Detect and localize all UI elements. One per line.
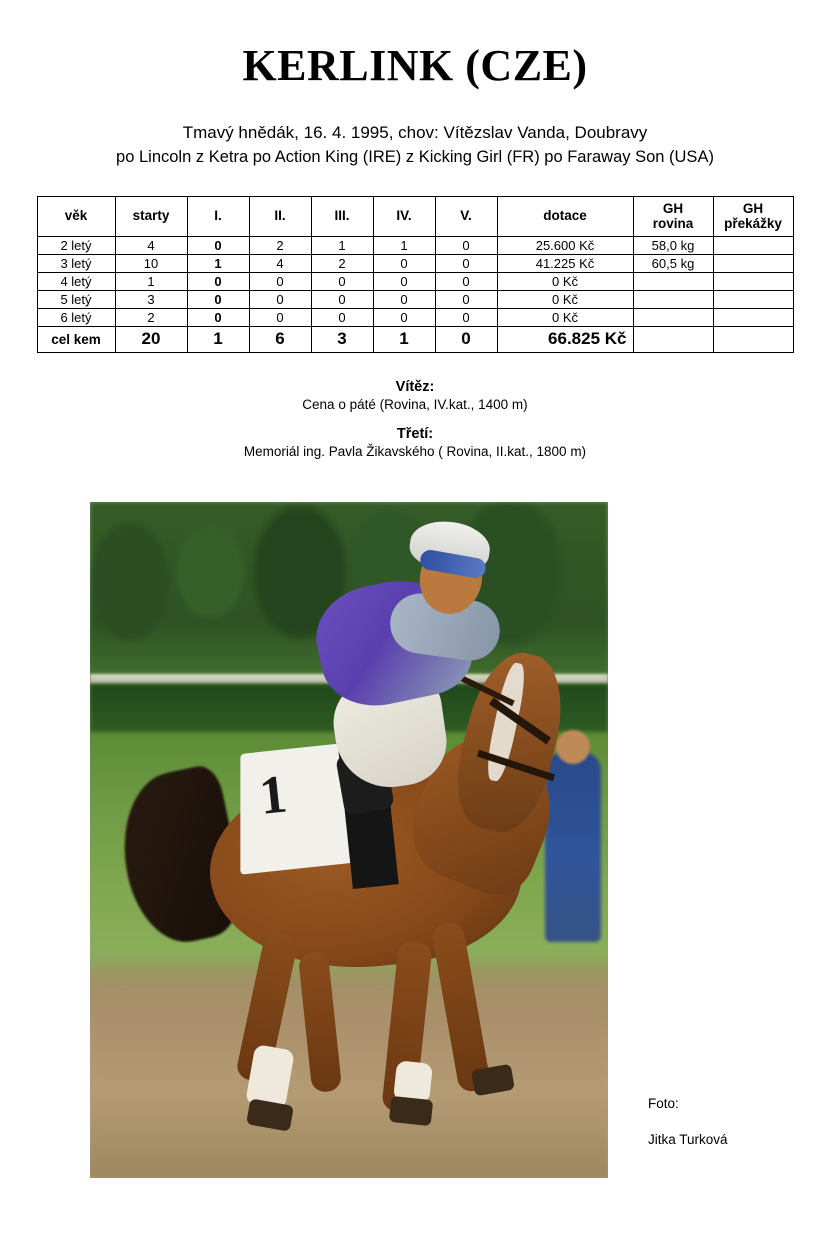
photo-background bbox=[90, 502, 608, 1178]
cell-gh-prekazky bbox=[713, 308, 793, 326]
cell-gh-prekazky bbox=[713, 290, 793, 308]
cell-gh-rovina: 58,0 kg bbox=[633, 236, 713, 254]
win-description-first: Cena o páté (Rovina, IV.kat., 1400 m) bbox=[302, 396, 528, 412]
cell-gh-rovina bbox=[633, 290, 713, 308]
cell-gh-prekazky bbox=[713, 254, 793, 272]
win-heading-first: Vítěz: bbox=[395, 378, 435, 395]
total-gh-prekazky bbox=[713, 326, 793, 352]
cell-vek: 3 letý bbox=[37, 254, 115, 272]
cell-iii: 0 bbox=[311, 308, 373, 326]
photo-credit-label: Foto: bbox=[648, 1096, 679, 1111]
cell-dotace: 0 Kč bbox=[497, 308, 633, 326]
cell-ii: 4 bbox=[249, 254, 311, 272]
cell-iv: 1 bbox=[373, 236, 435, 254]
cell-gh-prekazky bbox=[713, 272, 793, 290]
cell-i: 0 bbox=[187, 308, 249, 326]
wins-section bbox=[0, 379, 830, 459]
cell-vek: 6 letý bbox=[37, 308, 115, 326]
table-row bbox=[37, 290, 793, 308]
cell-dotace: 0 Kč bbox=[497, 290, 633, 308]
document-page bbox=[0, 40, 830, 1234]
cell-gh-rovina: 60,5 kg bbox=[633, 254, 713, 272]
cell-dotace: 0 Kč bbox=[497, 272, 633, 290]
cell-ii: 0 bbox=[249, 290, 311, 308]
cell-i: 1 bbox=[187, 254, 249, 272]
cell-iv: 0 bbox=[373, 254, 435, 272]
total-iv: 1 bbox=[373, 326, 435, 352]
column-header-iii: III. bbox=[311, 196, 373, 236]
results-table bbox=[37, 196, 794, 353]
cell-ii: 2 bbox=[249, 236, 311, 254]
table-header-row bbox=[37, 196, 793, 236]
horse-description-line-2: po Lincoln z Ketra po Action King (IRE) z Kicking Girl (FR) po Faraway Son (USA) bbox=[116, 147, 714, 166]
cell-dotace: 25.600 Kč bbox=[497, 236, 633, 254]
gh-prekazky-line-2: překážky bbox=[724, 216, 782, 232]
win-heading-third: Třetí: bbox=[396, 425, 434, 442]
cell-ii: 0 bbox=[249, 308, 311, 326]
dirt-track bbox=[90, 963, 608, 1178]
cell-v: 0 bbox=[435, 254, 497, 272]
cell-i: 0 bbox=[187, 290, 249, 308]
cell-starty: 4 bbox=[115, 236, 187, 254]
column-header-iv: IV. bbox=[373, 196, 435, 236]
cell-v: 0 bbox=[435, 272, 497, 290]
cell-iii: 1 bbox=[311, 236, 373, 254]
cell-starty: 1 bbox=[115, 272, 187, 290]
cell-i: 0 bbox=[187, 236, 249, 254]
total-i: 1 bbox=[187, 326, 249, 352]
cell-iv: 0 bbox=[373, 272, 435, 290]
cell-iii: 0 bbox=[311, 272, 373, 290]
table-row bbox=[37, 272, 793, 290]
cell-starty: 3 bbox=[115, 290, 187, 308]
cell-iv: 0 bbox=[373, 308, 435, 326]
column-header-v: V. bbox=[435, 196, 497, 236]
cell-gh-rovina bbox=[633, 308, 713, 326]
gh-rovina-line-2: rovina bbox=[652, 216, 694, 232]
page-title: KERLINK (CZE) bbox=[242, 41, 588, 90]
column-header-starty: starty bbox=[115, 196, 187, 236]
total-gh-rovina bbox=[633, 326, 713, 352]
cell-vek: 4 letý bbox=[37, 272, 115, 290]
gh-rovina-line-1: GH bbox=[662, 200, 684, 216]
cell-i: 0 bbox=[187, 272, 249, 290]
column-header-vek: věk bbox=[37, 196, 115, 236]
column-header-ii: II. bbox=[249, 196, 311, 236]
cell-v: 0 bbox=[435, 290, 497, 308]
cell-gh-prekazky bbox=[713, 236, 793, 254]
cell-dotace: 41.225 Kč bbox=[497, 254, 633, 272]
background-person-head bbox=[556, 730, 590, 764]
photo-credit-name: Jitka Turková bbox=[648, 1132, 728, 1147]
total-starty: 20 bbox=[115, 326, 187, 352]
total-iii: 3 bbox=[311, 326, 373, 352]
cell-iii: 0 bbox=[311, 290, 373, 308]
saddle-cloth-number: 1 bbox=[256, 763, 290, 826]
win-description-third: Memoriál ing. Pavla Žikavského ( Rovina, II.kat., 1800 m) bbox=[243, 443, 587, 459]
cell-v: 0 bbox=[435, 308, 497, 326]
cell-v: 0 bbox=[435, 236, 497, 254]
cell-vek: 5 letý bbox=[37, 290, 115, 308]
horse-description bbox=[0, 121, 830, 170]
table-total-row bbox=[37, 326, 793, 352]
total-label: cel kem bbox=[37, 326, 115, 352]
column-header-i: I. bbox=[187, 196, 249, 236]
horse-hoof bbox=[389, 1096, 433, 1126]
total-ii: 6 bbox=[249, 326, 311, 352]
table-row bbox=[37, 254, 793, 272]
cell-iv: 0 bbox=[373, 290, 435, 308]
column-header-gh-rovina bbox=[633, 196, 713, 236]
column-header-dotace: dotace bbox=[497, 196, 633, 236]
cell-vek: 2 letý bbox=[37, 236, 115, 254]
cell-starty: 2 bbox=[115, 308, 187, 326]
race-photo bbox=[90, 502, 608, 1178]
cell-gh-rovina bbox=[633, 272, 713, 290]
table-row bbox=[37, 236, 793, 254]
background-person-body bbox=[545, 752, 601, 942]
total-v: 0 bbox=[435, 326, 497, 352]
column-header-gh-prekazky bbox=[713, 196, 793, 236]
cell-starty: 10 bbox=[115, 254, 187, 272]
gh-prekazky-line-1: GH bbox=[742, 200, 764, 216]
total-dotace: 66.825 Kč bbox=[497, 326, 633, 352]
cell-ii: 0 bbox=[249, 272, 311, 290]
horse-description-line-1: Tmavý hnědák, 16. 4. 1995, chov: Vítězslav Vanda, Doubravy bbox=[182, 123, 648, 142]
table-row bbox=[37, 308, 793, 326]
cell-iii: 2 bbox=[311, 254, 373, 272]
